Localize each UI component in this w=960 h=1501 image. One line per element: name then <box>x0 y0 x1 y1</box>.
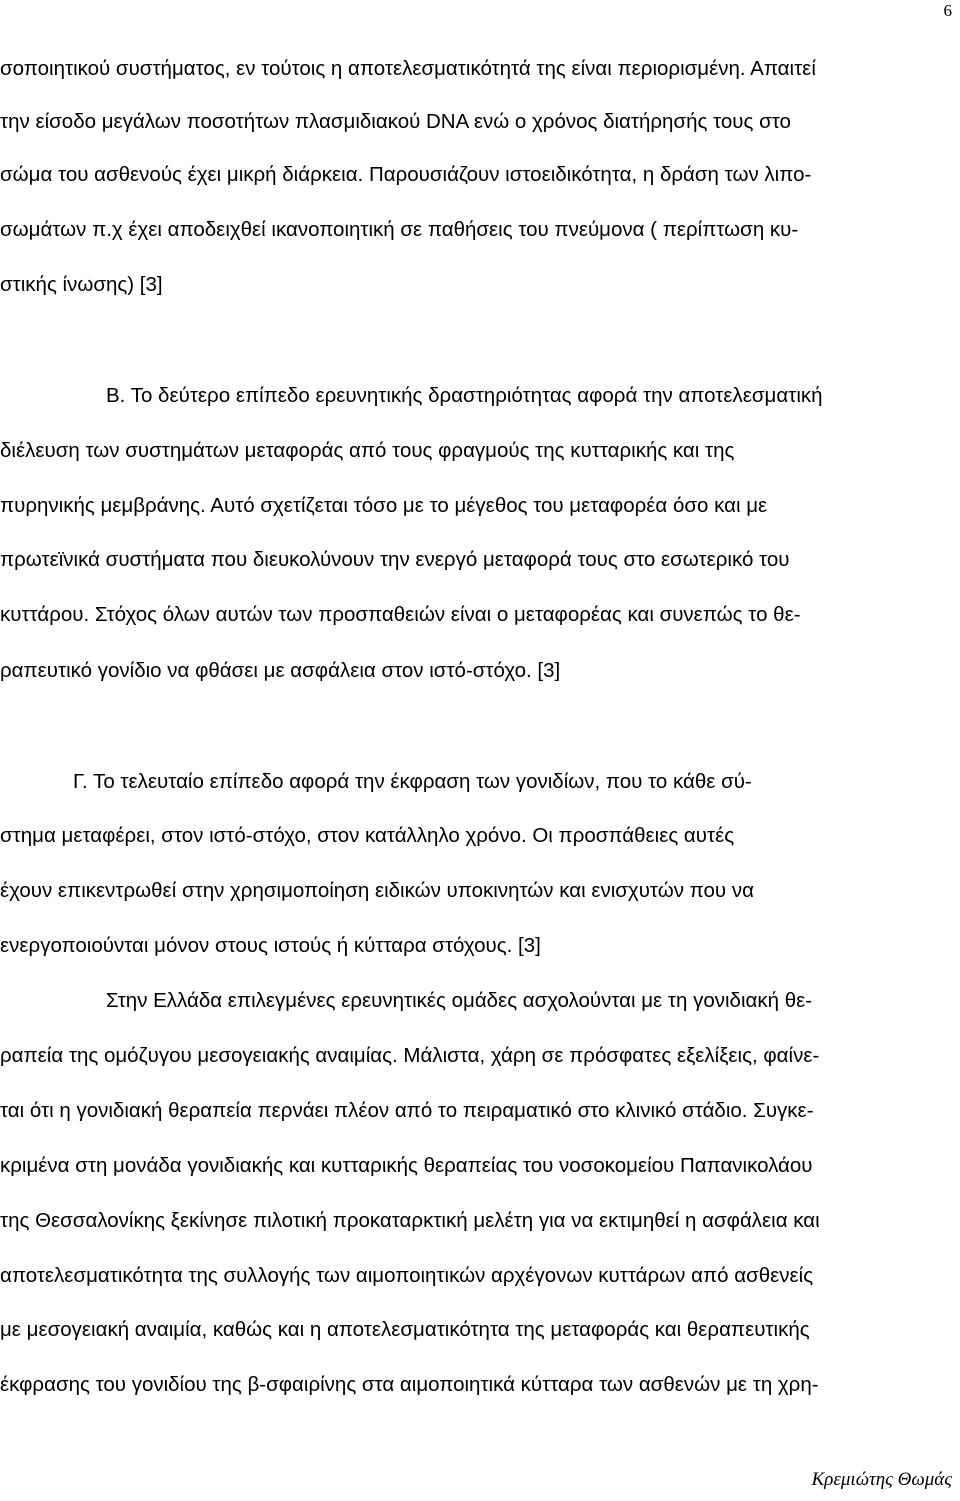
text-line: στημα μεταφέρει, στον ιστό-στόχο, στον κατάλληλο χρόνο. Οι προσπάθειες αυτές <box>0 824 735 847</box>
text-line: ραπεία της ομόζυγου μεσογειακής αναιμίας. Μάλιστα, χάρη σε πρόσφατες εξελίξεις, φαίνε- <box>0 1044 820 1067</box>
text-line: ενεργοποιούνται μόνον στους ιστούς ή κύτταρα στόχους. [3] <box>0 934 541 957</box>
text-line: την είσοδο μεγάλων ποσοτήτων πλασμιδιακού DNA ενώ ο χρόνος διατήρησής τους στο <box>0 110 791 133</box>
text-line: κριμένα στη μονάδα γονιδιακής και κυτταρικής θεραπείας του νοσοκομείου Παπανικολάου <box>0 1154 813 1177</box>
text-line: Γ. Το τελευταίο επίπεδο αφορά την έκφραση των γονιδίων, που το κάθε σύ- <box>73 770 752 793</box>
text-line: διέλευση των συστημάτων μεταφοράς από τους φραγμούς της κυτταρικής και της <box>0 439 735 462</box>
text-line: Στην Ελλάδα επιλεγμένες ερευνητικές ομάδες ασχολούνται με τη γονιδιακή θε- <box>106 989 813 1012</box>
text-line: κυττάρου. Στόχος όλων αυτών των προσπαθειών είναι ο μεταφορέας και συνεπώς το θε- <box>0 603 801 626</box>
text-line: Β. Το δεύτερο επίπεδο ερευνητικής δραστηριότητας αφορά την αποτελεσματική <box>106 384 823 407</box>
text-line: της Θεσσαλονίκης ξεκίνησε πιλοτική προκαταρκτική μελέτη για να εκτιμηθεί η ασφάλεια και <box>0 1209 820 1232</box>
text-line: σώμα του ασθενούς έχει μικρή διάρκεια. Παρουσιάζουν ιστοειδικότητα, η δράση των λιπο- <box>0 163 812 186</box>
text-line: ται ότι η γονιδιακή θεραπεία περνάει πλέον από το πειραματικό στο κλινικό στάδιο. Συγκε- <box>0 1099 814 1122</box>
footer-author: Κρεμιώτης Θωμάς <box>811 1469 952 1490</box>
page-number: 6 <box>943 1 952 20</box>
text-line: έχουν επικεντρωθεί στην χρησιμοποίηση ειδικών υποκινητών και ενισχυτών που να <box>0 879 754 902</box>
text-line: πυρηνικής μεμβράνης. Αυτό σχετίζεται τόσο με το μέγεθος του μεταφορέα όσο και με <box>0 494 768 517</box>
text-line: σοποιητικού συστήματος, εν τούτοις η αποτελεσματικότητά της είναι περιορισμένη. Απαιτεί <box>0 57 816 80</box>
text-line: με μεσογειακή αναιμία, καθώς και η αποτελεσματικότητα της μεταφοράς και θεραπευτικής <box>0 1318 810 1341</box>
text-line: αποτελεσματικότητα της συλλογής των αιμοποιητικών αρχέγονων κυττάρων από ασθενείς <box>0 1264 814 1287</box>
text-line: ραπευτικό γονίδιο να φθάσει με ασφάλεια στον ιστό-στόχο. [3] <box>0 659 561 682</box>
text-line: έκφρασης του γονιδίου της β-σφαιρίνης στα αιμοποιητικά κύτταρα των ασθενών με τη χρη- <box>0 1373 819 1396</box>
text-line: σωμάτων π.χ έχει αποδειχθεί ικανοποιητική σε παθήσεις του πνεύμονα ( περίπτωση κυ- <box>0 218 799 241</box>
text-line: πρωτεϊνικά συστήματα που διευκολύνουν την ενεργό μεταφορά τους στο εσωτερικό του <box>0 548 790 571</box>
text-line: στικής ίνωσης) [3] <box>0 273 163 296</box>
